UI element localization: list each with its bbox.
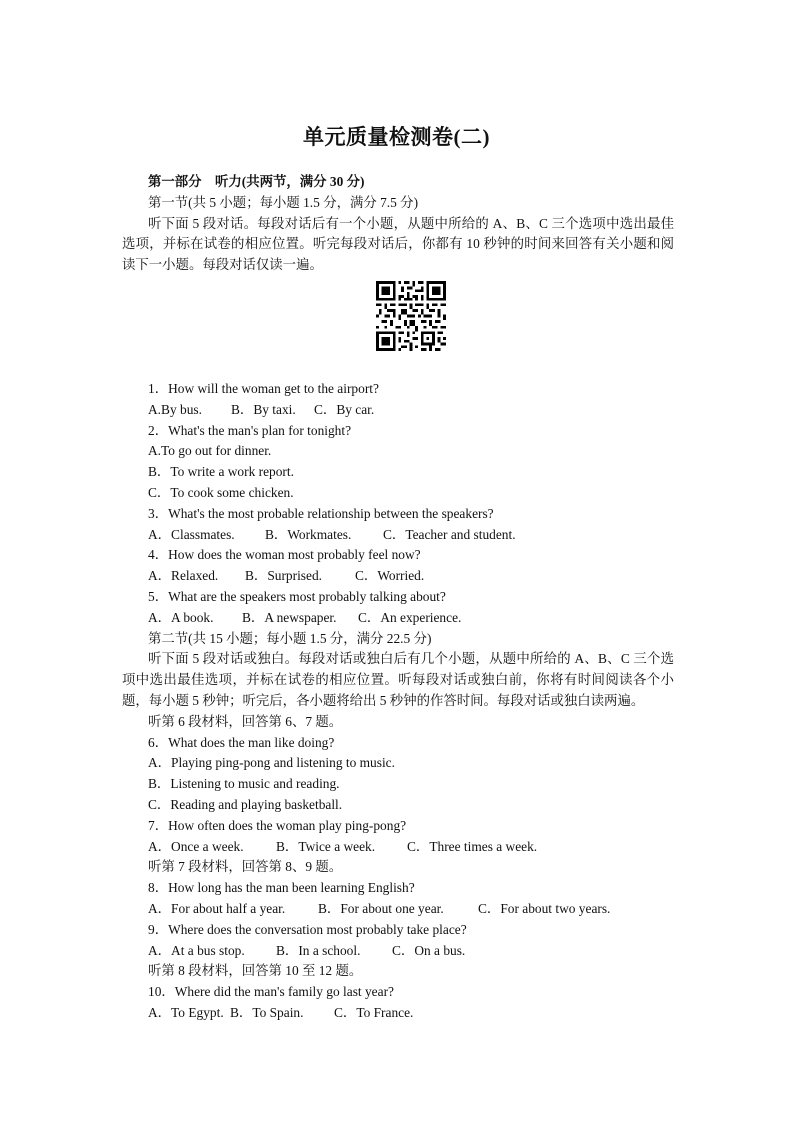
q9-options [122, 941, 674, 962]
q1-option-a[interactable]: A.By bus. [148, 401, 202, 417]
q3-option-b[interactable]: B．Workmates. [265, 526, 352, 542]
section1-instructions: 听下面 5 段对话。每段对话后有一个小题，从题中所给的 A、B、C 三个选项中选出最佳选项，并标在试卷的相应位置。听完每段对话后，你都有 10 秒钟的时间来回答有关小题和阅读下一小题。每段对话仅读一遍。 [122, 215, 674, 273]
q4-options [122, 566, 674, 587]
qr-area [122, 276, 674, 365]
q10-option-c[interactable]: C．To France. [334, 1004, 414, 1020]
q10-option-b[interactable]: B．To Spain. [230, 1004, 304, 1020]
q6-stem: 6．What does the man like doing? [148, 734, 335, 750]
q5-option-b[interactable]: B．A newspaper. [242, 609, 337, 625]
q1-option-b[interactable]: B．By taxi. [231, 401, 296, 417]
q7-option-b[interactable]: B．Twice a week. [276, 838, 376, 854]
q5-option-c[interactable]: C．An experience. [358, 609, 462, 625]
q8-option-c[interactable]: C．For about two years. [478, 900, 611, 916]
q7-option-a[interactable]: A．Once a week. [148, 838, 244, 854]
q9-option-b[interactable]: B．In a school. [276, 942, 361, 958]
q1-option-c[interactable]: C．By car. [314, 401, 375, 417]
q9-stem: 9．Where does the conversation most probably take place? [148, 921, 467, 937]
q5-stem: 5．What are the speakers most probably talking about? [148, 588, 446, 604]
q1-stem: 1．How will the woman get to the airport? [148, 380, 379, 396]
q5-options [122, 608, 674, 629]
q6-option-c[interactable]: C．Reading and playing basketball. [148, 796, 343, 812]
q8-option-a[interactable]: A．For about half a year. [148, 900, 286, 916]
q3-option-a[interactable]: A．Classmates. [148, 526, 235, 542]
q9-option-c[interactable]: C．On a bus. [392, 942, 466, 958]
q3-options [122, 525, 674, 546]
q4-option-a[interactable]: A．Relaxed. [148, 568, 219, 584]
spacer [122, 365, 674, 379]
qr-code-icon [376, 281, 446, 351]
q7-options [122, 837, 674, 858]
q2-option-c[interactable]: C．To cook some chicken. [148, 484, 294, 500]
section2-heading: 第二节(共 15 小题；每小题 1.5 分，满分 22.5 分) [148, 630, 432, 646]
page-title: 单元质量检测卷(二) [303, 125, 490, 149]
q4-option-b[interactable]: B．Surprised. [245, 568, 322, 584]
material7-note: 听第 7 段材料，回答第 8、9 题。 [148, 859, 343, 875]
q8-options [122, 899, 674, 920]
q9-option-a[interactable]: A．At a bus stop. [148, 942, 245, 958]
section1-heading: 第一节(共 5 小题；每小题 1.5 分，满分 7.5 分) [148, 194, 419, 210]
q8-stem: 8．How long has the man been learning English? [148, 880, 415, 896]
exam-content [122, 172, 674, 1024]
q6-option-a[interactable]: A．Playing ping-pong and listening to music. [148, 755, 395, 771]
q2-stem: 2．What's the man's plan for tonight? [148, 422, 352, 438]
q10-stem: 10．Where did the man's family go last year? [148, 984, 394, 1000]
q8-option-b[interactable]: B．For about one year. [318, 900, 444, 916]
section2-instructions: 听下面 5 段对话或独白。每段对话或独白后有几个小题，从题中所给的 A、B、C 三个选项中选出最佳选项，并标在试卷的相应位置。听每段对话或独白前，你将有时间阅读各个小题，每小题 5 秒钟；听完后，各小题将给出 5 秒钟的作答时间。每段对话或独白读两遍。 [122, 651, 674, 708]
q3-stem: 3．What's the most probable relationship between the speakers? [148, 505, 494, 521]
q7-stem: 7．How often does the woman play ping-pong? [148, 817, 407, 833]
q4-stem: 4．How does the woman most probably feel now? [148, 547, 421, 563]
q10-options [122, 1003, 674, 1024]
q3-option-c[interactable]: C．Teacher and student. [383, 526, 516, 542]
q1-options [122, 400, 674, 421]
q2-option-b[interactable]: B．To write a work report. [148, 464, 294, 480]
q5-option-a[interactable]: A．A book. [148, 609, 214, 625]
material8-note: 听第 8 段材料，回答第 10 至 12 题。 [148, 963, 363, 979]
q7-option-c[interactable]: C．Three times a week. [407, 838, 538, 854]
part1-heading: 第一部分 听力(共两节，满分 30 分) [148, 174, 365, 189]
q4-option-c[interactable]: C．Worried. [355, 568, 425, 584]
material6-note: 听第 6 段材料，回答第 6、7 题。 [148, 713, 343, 729]
q10-option-a[interactable]: A．To Egypt. [148, 1004, 224, 1020]
q2-option-a[interactable]: A.To go out for dinner. [148, 443, 272, 459]
q6-option-b[interactable]: B．Listening to music and reading. [148, 776, 340, 792]
